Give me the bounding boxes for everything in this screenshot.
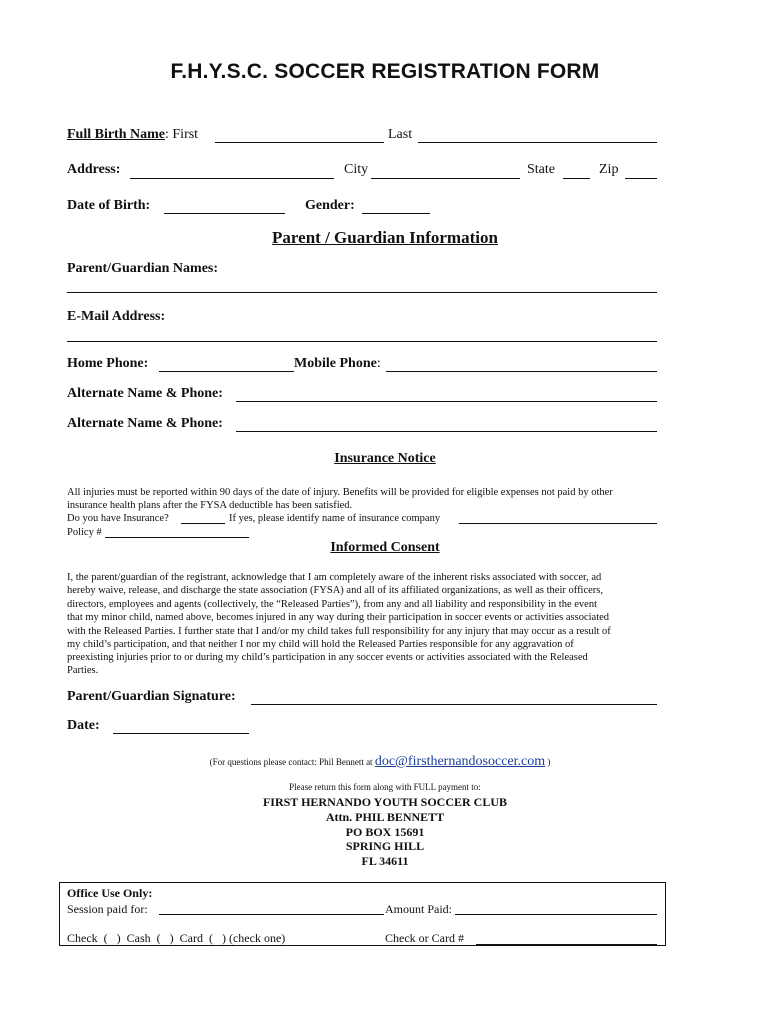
gender-field[interactable] xyxy=(362,213,430,214)
form-title: F.H.Y.S.C. SOCCER REGISTRATION FORM xyxy=(170,60,600,83)
insurance-text-line-2: insurance health plans after the FYSA deductible has been satisfied. xyxy=(67,500,353,511)
mailing-line: FL 34611 xyxy=(361,854,409,868)
insurance-question-label: Do you have Insurance? xyxy=(67,513,169,524)
alternate-2-field[interactable] xyxy=(236,431,657,432)
cash-option-label: Cash xyxy=(126,931,151,945)
cash-option-box[interactable]: ( ) xyxy=(153,931,177,945)
insurance-company-field[interactable] xyxy=(459,523,657,524)
contact-line xyxy=(0,754,765,770)
guardian-names-field[interactable] xyxy=(67,292,657,293)
insurance-answer-field[interactable] xyxy=(181,523,225,524)
home-phone-label: Home Phone: xyxy=(67,356,149,371)
card-option-label: Card xyxy=(179,931,203,945)
state-label: State xyxy=(527,162,555,177)
insurance-section-title: Insurance Notice xyxy=(334,451,436,466)
date-field[interactable] xyxy=(113,733,249,734)
consent-line: directors, employees and agents (collectively, the “Released Parties”), from any and all liability and responsibility in the event xyxy=(67,599,597,610)
guardian-names-label: Parent/Guardian Names: xyxy=(67,261,219,276)
consent-line: hereby waive, release, and discharge the state association (FYSA) and all of its affiliated organizations, as well as their officers, xyxy=(67,585,604,596)
alternate-1-label: Alternate Name & Phone: xyxy=(67,386,223,401)
mailing-line: FIRST HERNANDO YOUTH SOCCER CLUB xyxy=(262,795,508,809)
policy-field[interactable] xyxy=(105,537,249,538)
check-or-card-field[interactable] xyxy=(476,944,657,945)
contact-email-link[interactable]: doc@firsthernandosoccer.com xyxy=(374,754,546,769)
amount-paid-field[interactable] xyxy=(455,914,657,915)
mailing-line: SPRING HILL xyxy=(345,839,425,853)
mobile-phone-colon: : xyxy=(376,356,381,371)
first-name-label: : First xyxy=(165,127,199,142)
mobile-phone-label: Mobile Phone xyxy=(294,356,377,371)
address-label: Address: xyxy=(67,162,121,177)
home-phone-field[interactable] xyxy=(159,371,294,372)
check-option-box[interactable]: ( ) xyxy=(100,931,124,945)
session-paid-field[interactable] xyxy=(159,914,384,915)
dob-field[interactable] xyxy=(164,213,285,214)
city-field[interactable] xyxy=(371,178,520,179)
return-instruction: Please return this form along with FULL payment to: xyxy=(289,782,481,792)
signature-field[interactable] xyxy=(251,704,657,705)
last-name-label: Last xyxy=(388,127,413,142)
guardian-section-title: Parent / Guardian Information xyxy=(272,228,498,247)
consent-line: my child’s participation, and that neither I nor my child will hold the Released Parties responsible for any aggravation of xyxy=(67,639,574,650)
city-label: City xyxy=(344,162,369,177)
first-name-field[interactable] xyxy=(215,142,384,143)
consent-section-title: Informed Consent xyxy=(330,540,440,555)
contact-prefix: (For questions please contact: Phil Bennett at xyxy=(209,757,373,767)
consent-line: with the Released Parties. I further state that I and/or my child takes full responsibility for any injury that may occur as a result of xyxy=(67,626,611,637)
office-use-title: Office Use Only: xyxy=(67,886,153,900)
consent-line: Parties. xyxy=(67,665,99,676)
date-label: Date: xyxy=(67,718,100,733)
signature-label: Parent/Guardian Signature: xyxy=(67,689,236,704)
mobile-phone-field[interactable] xyxy=(386,371,657,372)
insurance-text-line-1: All injuries must be reported within 90 days of the date of injury. Benefits will be provided for eligible expenses not paid by other xyxy=(67,487,613,498)
full-birth-name-row xyxy=(67,127,198,143)
amount-paid-label: Amount Paid: xyxy=(385,902,453,916)
check-option-label: Check xyxy=(67,931,98,945)
contact-suffix: ) xyxy=(547,757,551,767)
card-option-box[interactable]: ( ) xyxy=(205,931,226,945)
policy-label: Policy # xyxy=(67,527,102,538)
alternate-2-label: Alternate Name & Phone: xyxy=(67,416,223,431)
email-label: E-Mail Address: xyxy=(67,309,166,324)
alternate-1-field[interactable] xyxy=(236,401,657,402)
state-field[interactable] xyxy=(563,178,590,179)
consent-line: preexisting injuries prior to or during my child’s participation in any soccer events or activities associated with the Released xyxy=(67,652,588,663)
dob-label: Date of Birth: xyxy=(67,198,151,213)
check-or-card-label: Check or Card # xyxy=(385,931,464,945)
consent-line: I, the parent/guardian of the registrant, acknowledge that I am completely aware of the inherent risks associated with soccer, ad xyxy=(67,572,602,583)
check-one-label: (check one) xyxy=(228,931,286,945)
mailing-line: PO BOX 15691 xyxy=(345,825,425,839)
payment-method-row xyxy=(67,931,285,946)
zip-field[interactable] xyxy=(625,178,657,179)
full-birth-name-label: Full Birth Name xyxy=(67,127,165,142)
session-paid-label: Session paid for: xyxy=(67,902,148,916)
consent-line: that my minor child, named above, becomes injured in any way during their participation in soccer events or activities associated xyxy=(67,612,610,623)
email-field[interactable] xyxy=(67,341,657,342)
last-name-field[interactable] xyxy=(418,142,657,143)
gender-label: Gender: xyxy=(305,198,355,213)
address-field[interactable] xyxy=(130,178,334,179)
mailing-line: Attn. PHIL BENNETT xyxy=(325,810,445,824)
insurance-company-label: If yes, please identify name of insurance company xyxy=(229,513,441,524)
mobile-phone-row xyxy=(294,356,381,372)
zip-label: Zip xyxy=(599,162,619,177)
